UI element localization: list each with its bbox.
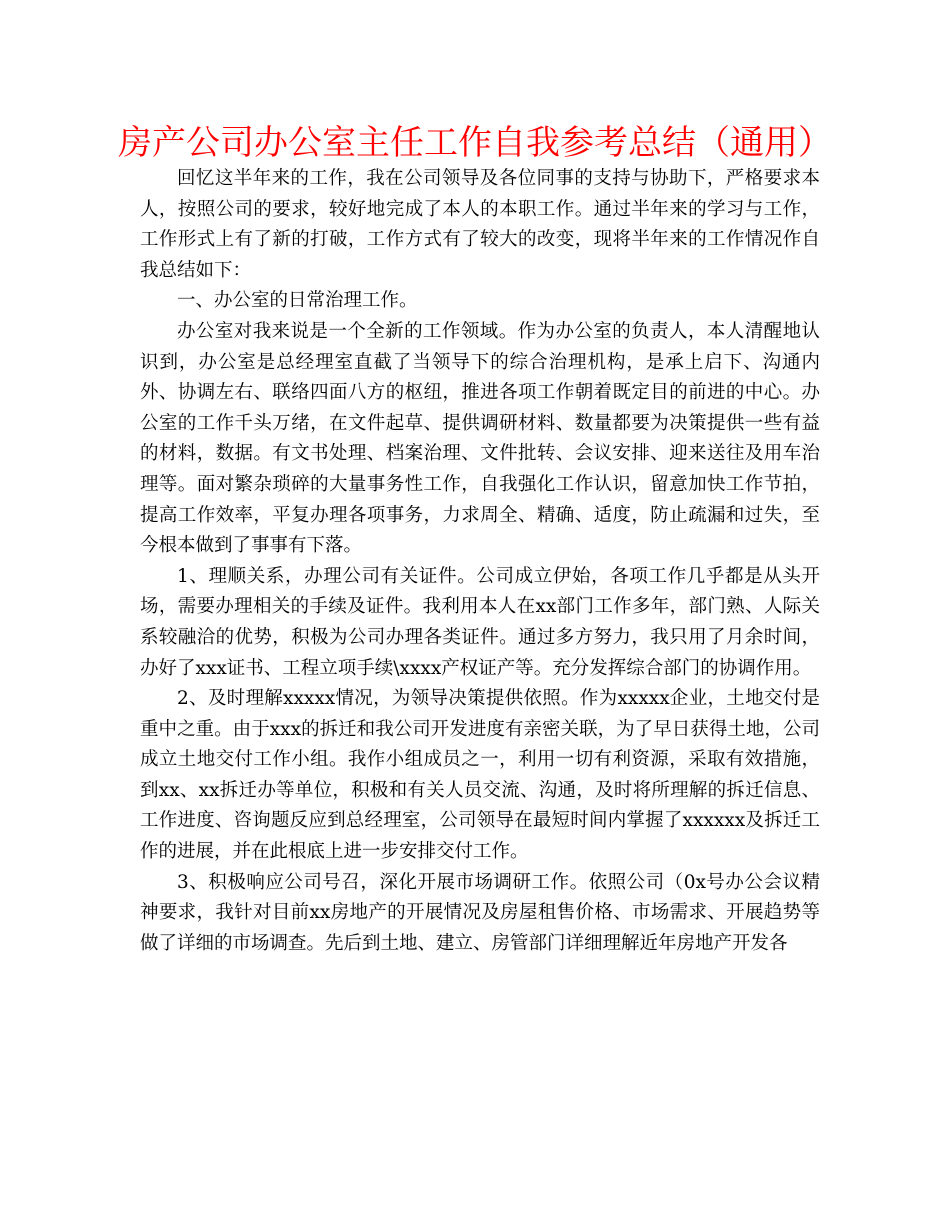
paragraph-item-2: 2、及时理解xxxxx情况，为领导决策提供依照。作为xxxxx企业，土地交付是重中之重。由于xxx的拆迁和我公司开发进度有亲密关联，为了早日获得土地，公司成立土地交付工作小组。我作小组成员之一，利用一切有利资源，采取有效措施，到xx、xx拆迁办等单位，积极和有关人员交流、沟通，及时将所理解的拆迁信息、工作进度、咨询题反应到总经理室，公司领导在最短时间内掌握了xxxxxx及拆迁工作的进展，并在此根底上进一步安排交付工作。: [140, 688, 820, 863]
paragraph-item-3: 3、积极响应公司号召，深化开展市场调研工作。依照公司（0x号办公会议精神要求，我针对目前xx房地产的开展情况及房屋租售价格、市场需求、开展趋势等做了详细的市场调查。先后到土地、建立、房管部门详细理解近年房地产开发各: [140, 871, 820, 954]
paragraph-office-role: 办公室对我来说是一个全新的工作领域。作为办公室的负责人，本人清醒地认识到，办公室是总经理室直截了当领导下的综合治理机构，是承上启下、沟通内外、协调左右、联络四面八方的枢纽，推进各项工作朝着既定目的前进的中心。办公室的工作千头万绪，在文件起草、提供调研材料、数量都要为决策提供一些有益的材料，数据。有文书处理、档案治理、文件批转、会议安排、迎来送往及用车治理等。面对繁杂琐碎的大量事务性工作，自我强化工作认识，留意加快工作节拍，提高工作效率，平复办理各项事务，力求周全、精确、适度，防止疏漏和过失，至今根本做到了事事有下落。: [140, 320, 820, 557]
document-title: 房产公司办公室主任工作自我参考总结（通用）: [118, 123, 832, 163]
paragraph-item-1: 1、理顺关系，办理公司有关证件。公司成立伊始，各项工作几乎都是从头开场，需要办理相关的手续及证件。我利用本人在xx部门工作多年，部门熟、人际关系较融洽的优势，积极为公司办理各类证件。通过多方努力，我只用了月余时间，办好了xxx证书、工程立项手续\xxxx产权证产等。充分发挥综合部门的协调作用。: [140, 565, 820, 679]
paragraph-intro: 回忆这半年来的工作，我在公司领导及各位同事的支持与协助下，严格要求本人，按照公司的要求，较好地完成了本人的本职工作。通过半年来的学习与工作，工作形式上有了新的打破，工作方式有了较大的改变，现将半年来的工作情况作自我总结如下：: [140, 168, 820, 281]
section-heading-office-management: 一、办公室的日常治理工作。: [177, 290, 418, 312]
document-body: [140, 164, 820, 959]
